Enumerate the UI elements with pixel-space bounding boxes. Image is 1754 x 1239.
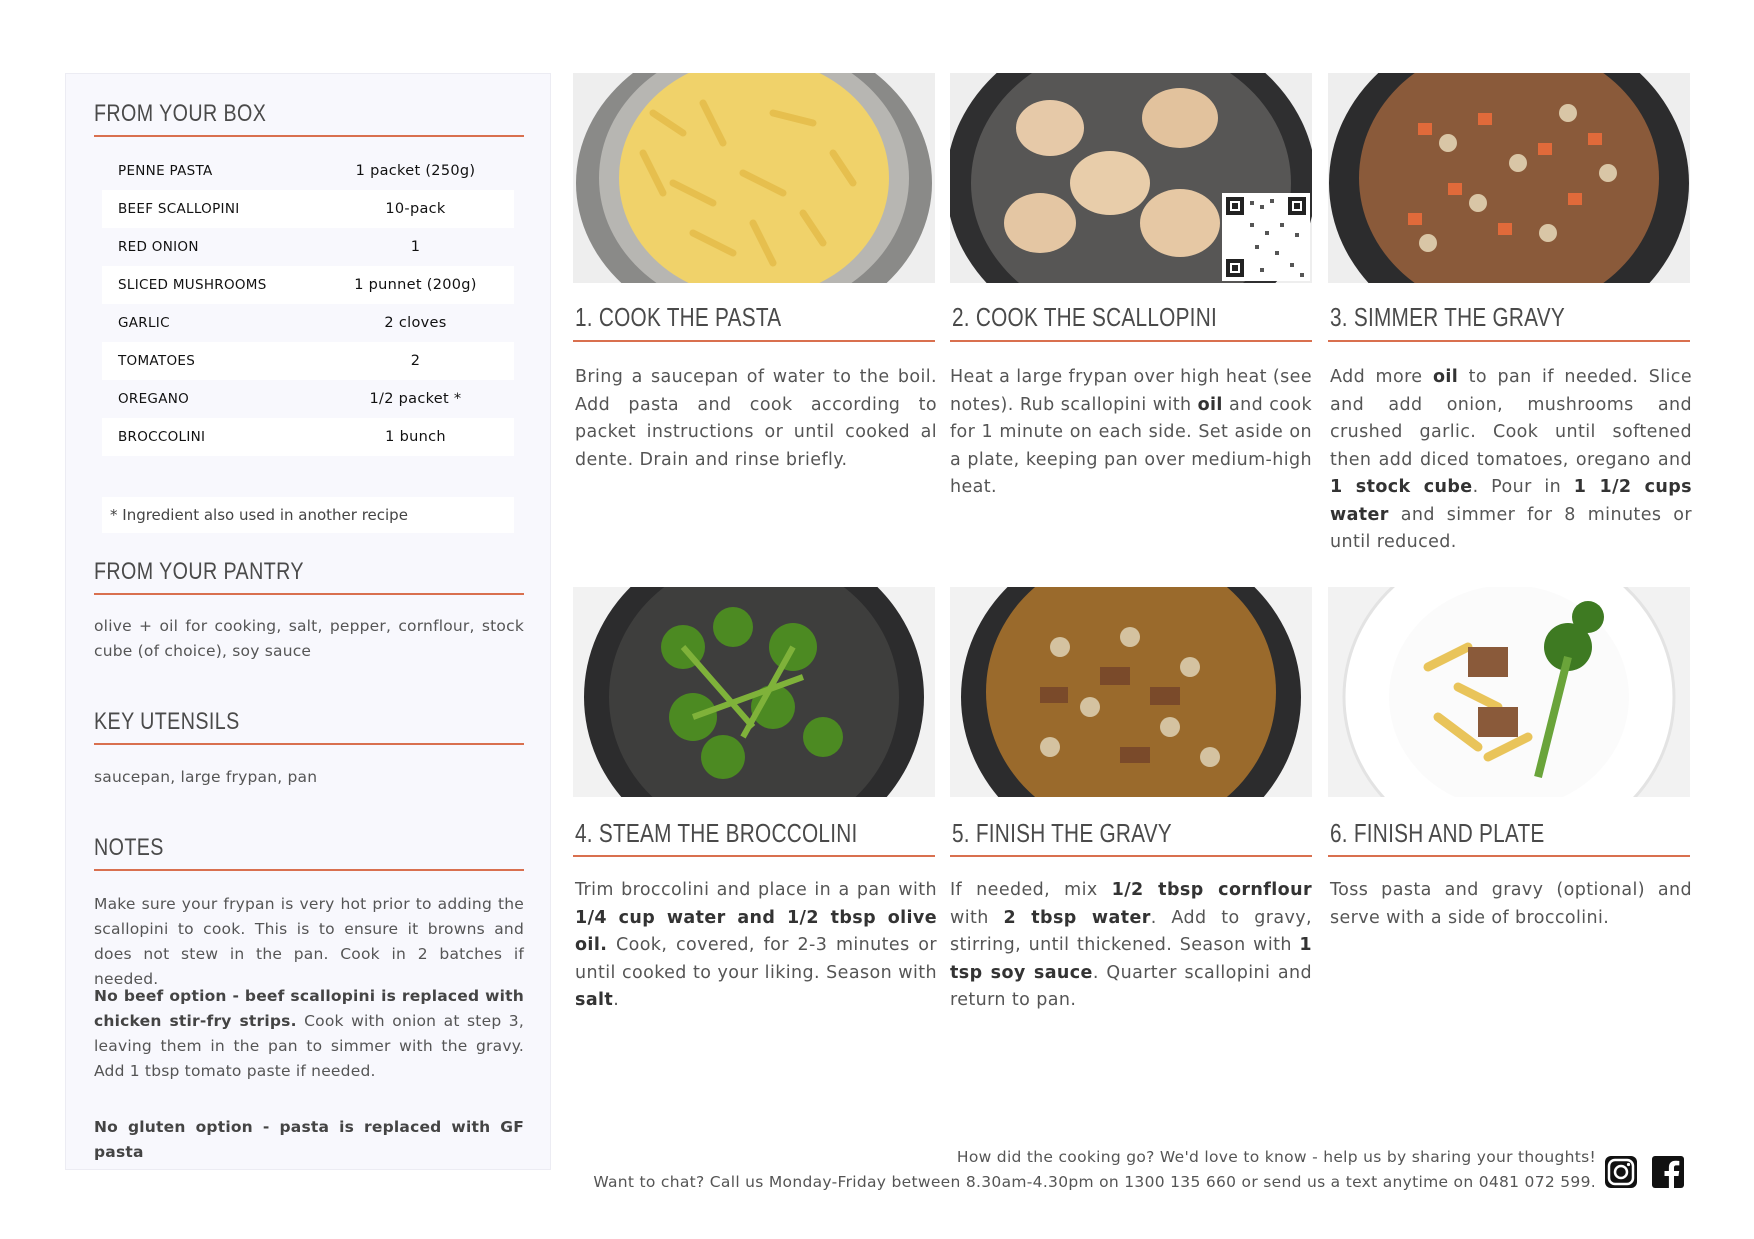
ingredient-qty: 1 punnet (200g): [354, 277, 477, 293]
notes-p2-bold: No beef option - beef scallopini is replaced with chicken stir-fry strips.: [94, 987, 524, 1030]
scallopini-in-frypan-photo: [950, 73, 1312, 283]
step-1-rule: [573, 340, 935, 342]
notes-p3-bold: No gluten option - pasta is replaced with GF pasta: [94, 1118, 524, 1161]
qr-code: [1222, 193, 1310, 281]
pantry-title: FROM YOUR PANTRY: [94, 558, 304, 585]
ingredient-name: GARLIC: [118, 315, 170, 331]
notes-title: NOTES: [94, 834, 164, 861]
ingredients-table: [102, 152, 514, 456]
step-4-text: [575, 877, 937, 1015]
step-4-title: 4. STEAM THE BROCCOLINI: [575, 818, 858, 848]
box-title-rule: [94, 135, 524, 137]
footnote: * Ingredient also used in another recipe: [102, 497, 514, 533]
step-text-segment: Cook, covered, for 2-3 minutes or until cooked to your liking. Season with: [575, 935, 937, 983]
facebook-icon[interactable]: [1650, 1154, 1686, 1190]
step-text-segment: . Pour in: [1472, 477, 1574, 497]
ingredient-name: BROCCOLINI: [118, 429, 206, 445]
step-text-segment: with: [950, 907, 1004, 928]
instagram-icon[interactable]: [1603, 1154, 1639, 1190]
step-2-text: [950, 364, 1312, 502]
step-5-text: [950, 877, 1312, 1015]
step-text-segment: Toss pasta and gravy (optional) and serve with a side of broccolini.: [1330, 880, 1692, 928]
ingredient-row: [102, 152, 514, 190]
vegetables-in-pan-photo: [1328, 73, 1690, 283]
step-text-segment: and simmer for 8 minutes or until reduced.: [1330, 504, 1692, 552]
notes-title-rule: [94, 869, 524, 871]
step-5-rule: [950, 855, 1312, 857]
step-2-title: 2. COOK THE SCALLOPINI: [952, 302, 1217, 332]
ingredient-qty: 10-pack: [385, 201, 446, 217]
notes-paragraph-1: Make sure your frypan is very hot prior to adding the scallopini to cook. This is to ensure it browns and does not stew in the pan. Cook in 2 batches if needed.: [94, 895, 524, 988]
ingredient-row: [102, 304, 514, 342]
ingredient-name: PENNE PASTA: [118, 163, 213, 179]
ingredient-name: BEEF SCALLOPINI: [118, 201, 240, 217]
step-text-bold: 1/4 cup water and 1/2 tbsp olive oil.: [575, 907, 937, 955]
step-text-segment: Trim broccolini and place in a pan with: [575, 880, 937, 900]
step-4-rule: [573, 855, 935, 857]
step-text-segment: Add more: [1330, 367, 1433, 387]
pantry-title-rule: [94, 593, 524, 595]
ingredient-qty: 1 bunch: [385, 429, 446, 445]
step-1-text: [575, 364, 937, 474]
ingredient-row: [102, 228, 514, 266]
pantry-text: olive + oil for cooking, salt, pepper, cornflour, stock cube (of choice), soy sauce: [94, 617, 524, 660]
ingredient-name: OREGANO: [118, 391, 190, 407]
step-text-bold: 1 stock cube: [1330, 477, 1473, 497]
ingredient-row: [102, 418, 514, 456]
utensils-text: saucepan, large frypan, pan: [94, 768, 318, 786]
plated-pasta-photo: [1328, 587, 1690, 797]
step-2-rule: [950, 340, 1312, 342]
ingredient-qty: 1 packet (250g): [355, 163, 476, 179]
step-text-segment: to pan if needed. Slice and add onion, mushrooms and crushed garlic. Cook until softened then add diced tomatoes, oregano and: [1330, 367, 1692, 470]
step-text-bold: 1 1/2 cups water: [1330, 477, 1692, 525]
notes-p2-rest: Cook with onion at step 3, leaving them in the pan to simmer with the gravy. Add 1 tbsp tomato paste if needed.: [94, 1012, 524, 1080]
ingredients-sidebar: [65, 73, 551, 1170]
step-text-segment: . Quarter scallopini and return to pan.: [950, 962, 1313, 1010]
footer-feedback-line: How did the cooking go? We'd love to know - help us by sharing your thoughts!: [956, 1148, 1596, 1166]
pasta-in-colander-photo: [573, 73, 935, 283]
step-text-segment: .: [613, 990, 620, 1010]
step-text-bold: oil: [1432, 367, 1459, 387]
step-5-title: 5. FINISH THE GRAVY: [952, 818, 1172, 848]
utensils-title: KEY UTENSILS: [94, 708, 240, 735]
step-1-title: 1. COOK THE PASTA: [575, 302, 782, 332]
step-text-bold: 1 tsp soy sauce: [950, 935, 1312, 983]
ingredient-qty: 2: [410, 353, 421, 369]
ingredient-name: TOMATOES: [118, 353, 196, 369]
step-text-bold: oil: [1197, 394, 1223, 415]
ingredient-row: [102, 266, 514, 304]
ingredient-row: [102, 380, 514, 418]
step-text-segment: Heat a large frypan over high heat (see notes). Rub scallopini with: [950, 367, 1312, 415]
ingredient-qty: 2 cloves: [384, 315, 447, 331]
ingredient-qty: 1: [410, 239, 421, 255]
ingredient-name: RED ONION: [118, 239, 199, 255]
step-6-rule: [1328, 855, 1690, 857]
step-3-text: [1330, 364, 1692, 557]
step-6-text: [1330, 877, 1692, 932]
notes-paragraph-2: [94, 984, 524, 1084]
ingredient-row: [102, 190, 514, 228]
step-3-title: 3. SIMMER THE GRAVY: [1330, 302, 1565, 332]
step-text-bold: 1/2 tbsp cornflour: [1111, 880, 1312, 900]
step-6-title: 6. FINISH AND PLATE: [1330, 818, 1545, 848]
ingredient-qty: 1/2 packet *: [369, 391, 462, 407]
step-text-segment: If needed, mix: [950, 880, 1112, 900]
step-text-bold: 2 tbsp water: [1003, 907, 1151, 928]
ingredient-row: [102, 342, 514, 380]
box-title: FROM YOUR BOX: [94, 100, 267, 127]
gravy-in-pan-photo: [950, 587, 1312, 797]
notes-paragraph-3: [94, 1115, 524, 1165]
footer-contact-line: Want to chat? Call us Monday-Friday between 8.30am-4.30pm on 1300 135 660 or send us a text anytime on 0481 072 599.: [593, 1173, 1596, 1191]
step-text-segment: . Add to gravy, stirring, until thickened. Season with: [950, 907, 1312, 955]
utensils-title-rule: [94, 743, 524, 745]
ingredient-name: SLICED MUSHROOMS: [118, 277, 267, 293]
step-text-segment: Bring a saucepan of water to the boil. Add pasta and cook according to packet instructions or until cooked al dente. Drain and rinse briefly.: [575, 367, 937, 470]
broccolini-in-pan-photo: [573, 587, 935, 797]
step-3-rule: [1328, 340, 1690, 342]
step-text-segment: and cook for 1 minute on each side. Set aside on a plate, keeping pan over medium-high heat.: [950, 394, 1312, 497]
step-text-bold: salt: [575, 990, 614, 1010]
